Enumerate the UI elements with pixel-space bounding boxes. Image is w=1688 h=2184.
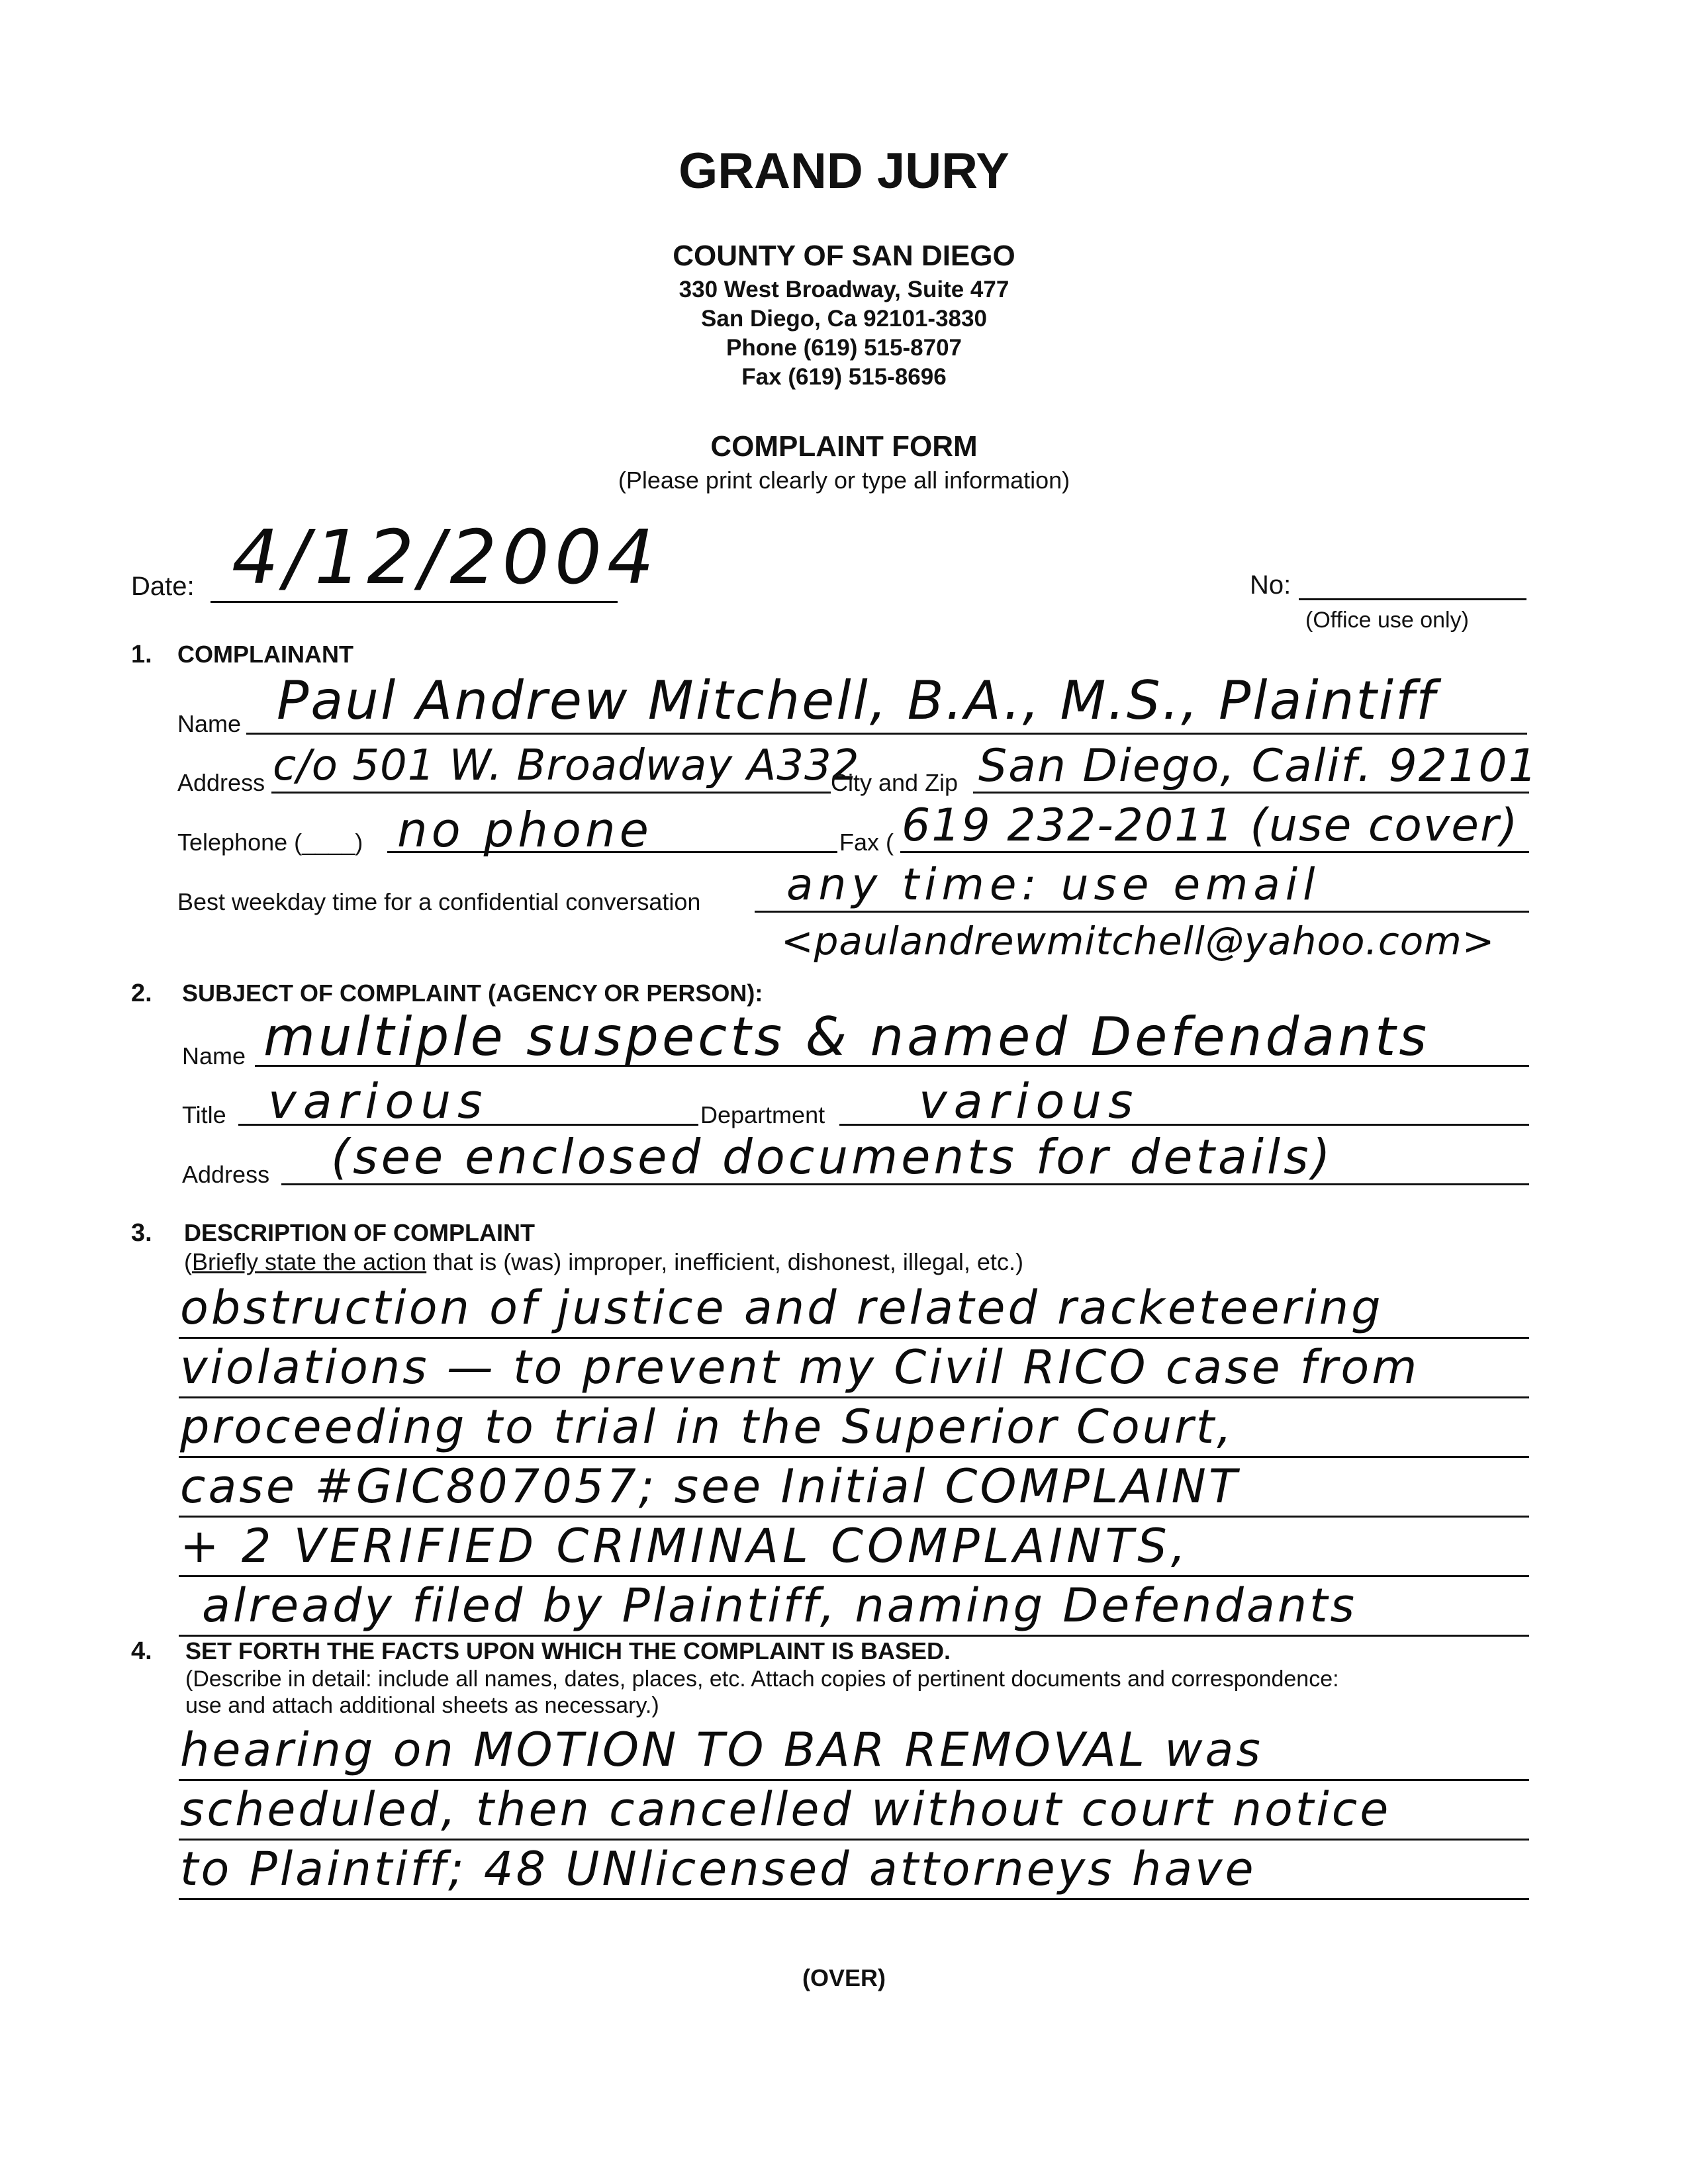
subject-name-value: multiple suspects & named Defendants [263,1006,1430,1068]
description-line-1[interactable] [179,1337,1529,1339]
subject-address-label: Address [182,1161,270,1188]
section3-heading: DESCRIPTION OF COMPLAINT [184,1219,535,1246]
description-text-line: case #GIC807057; see Initial COMPLAINT [180,1459,1240,1514]
date-field-line[interactable] [211,601,618,603]
date-label: Date: [131,572,195,601]
complainant-address-label: Address [177,769,265,796]
department-label: Department [700,1101,825,1128]
description-text-line: + 2 VERIFIED CRIMINAL COMPLAINTS, [180,1519,1190,1573]
best-time-line[interactable] [755,911,1529,913]
section3-note: (Briefly state the action that is (was) improper, inefficient, dishonest, illegal, etc.) [184,1248,1023,1275]
section3-number: 3. [131,1219,152,1247]
section3-note-rest: that is (was) improper, inefficient, dishonest, illegal, etc.) [426,1248,1023,1275]
section3-note-underlined: Briefly state the action [192,1248,427,1275]
description-line-4[interactable] [179,1516,1529,1518]
office-fax: Fax (619) 515-8696 [741,364,947,390]
facts-text-line: hearing on MOTION TO BAR REMOVAL was [180,1723,1263,1777]
section4-note-line2: use and attach additional sheets as necessary.) [185,1693,659,1718]
number-field-line[interactable] [1299,598,1526,600]
description-text-line: obstruction of justice and related racketeering [180,1281,1383,1335]
description-line-5[interactable] [179,1575,1529,1577]
section4-number: 4. [131,1637,152,1665]
section4-note-line1: (Describe in detail: include all names, dates, places, etc. Attach copies of pertinent documents and correspondence: [185,1666,1339,1692]
section1-heading: COMPLAINANT [177,641,353,668]
office-phone: Phone (619) 515-8707 [726,335,962,361]
date-value: 4/12/2004 [232,515,660,601]
fax-label: Fax ( [839,829,894,856]
subject-title-label: Title [182,1101,226,1128]
description-line-6[interactable] [179,1635,1529,1637]
email-value: <paulandrewmitchell@yahoo.com> [781,919,1495,964]
facts-line-3[interactable] [179,1898,1529,1900]
county-name: COUNTY OF SAN DIEGO [673,240,1015,272]
description-text-line: violations — to prevent my Civil RICO case from [180,1340,1420,1394]
description-text-line: already filed by Plaintiff, naming Defendants [202,1578,1358,1633]
section2-heading: SUBJECT OF COMPLAINT (AGENCY OR PERSON): [182,979,763,1007]
over-note: (OVER) [802,1964,886,1991]
page-title: GRAND JURY [679,143,1009,199]
best-time-value: any time: use email [786,859,1321,910]
form-instructions: (Please print clearly or type all information) [618,467,1070,494]
description-text-line: proceeding to trial in the Superior Court, [180,1400,1235,1454]
fax-value: 619 232-2011 (use cover) [902,799,1519,852]
office-address-line1: 330 West Broadway, Suite 477 [679,277,1009,302]
best-time-label: Best weekday time for a confidential conversation [177,888,701,915]
complainant-name-line[interactable] [246,733,1527,735]
telephone-label: Telephone (____) [177,829,363,856]
description-line-3[interactable] [179,1456,1529,1458]
section1-number: 1. [131,641,152,668]
description-line-2[interactable] [179,1396,1529,1398]
department-value: various [919,1073,1140,1129]
telephone-value: no phone [397,802,653,858]
form-title: COMPLAINT FORM [710,430,978,463]
complainant-address-value: c/o 501 W. Broadway A332 [273,741,860,790]
number-label: No: [1250,570,1291,600]
complainant-address-line[interactable] [271,792,831,794]
complainant-name-label: Name [177,710,242,737]
facts-line-1[interactable] [179,1779,1529,1781]
facts-text-line: to Plaintiff; 48 UNlicensed attorneys have [180,1842,1256,1896]
section2-number: 2. [131,979,152,1007]
city-zip-value: San Diego, Calif. 92101 [978,740,1538,792]
city-zip-label: City and Zip [831,769,959,796]
subject-name-label: Name [182,1042,246,1069]
facts-text-line: scheduled, then cancelled without court notice [180,1782,1391,1837]
section4-heading: SET FORTH THE FACTS UPON WHICH THE COMPLAINT IS BASED. [185,1637,951,1664]
complainant-name-value: Paul Andrew Mitchell, B.A., M.S., Plaintiff [277,670,1437,731]
office-address-line2: San Diego, Ca 92101-3830 [701,306,987,332]
subject-address-value: (see enclosed documents for details) [331,1129,1334,1185]
facts-line-2[interactable] [179,1839,1529,1841]
office-use-note: (Office use only) [1305,608,1469,633]
subject-title-value: various [268,1073,489,1129]
